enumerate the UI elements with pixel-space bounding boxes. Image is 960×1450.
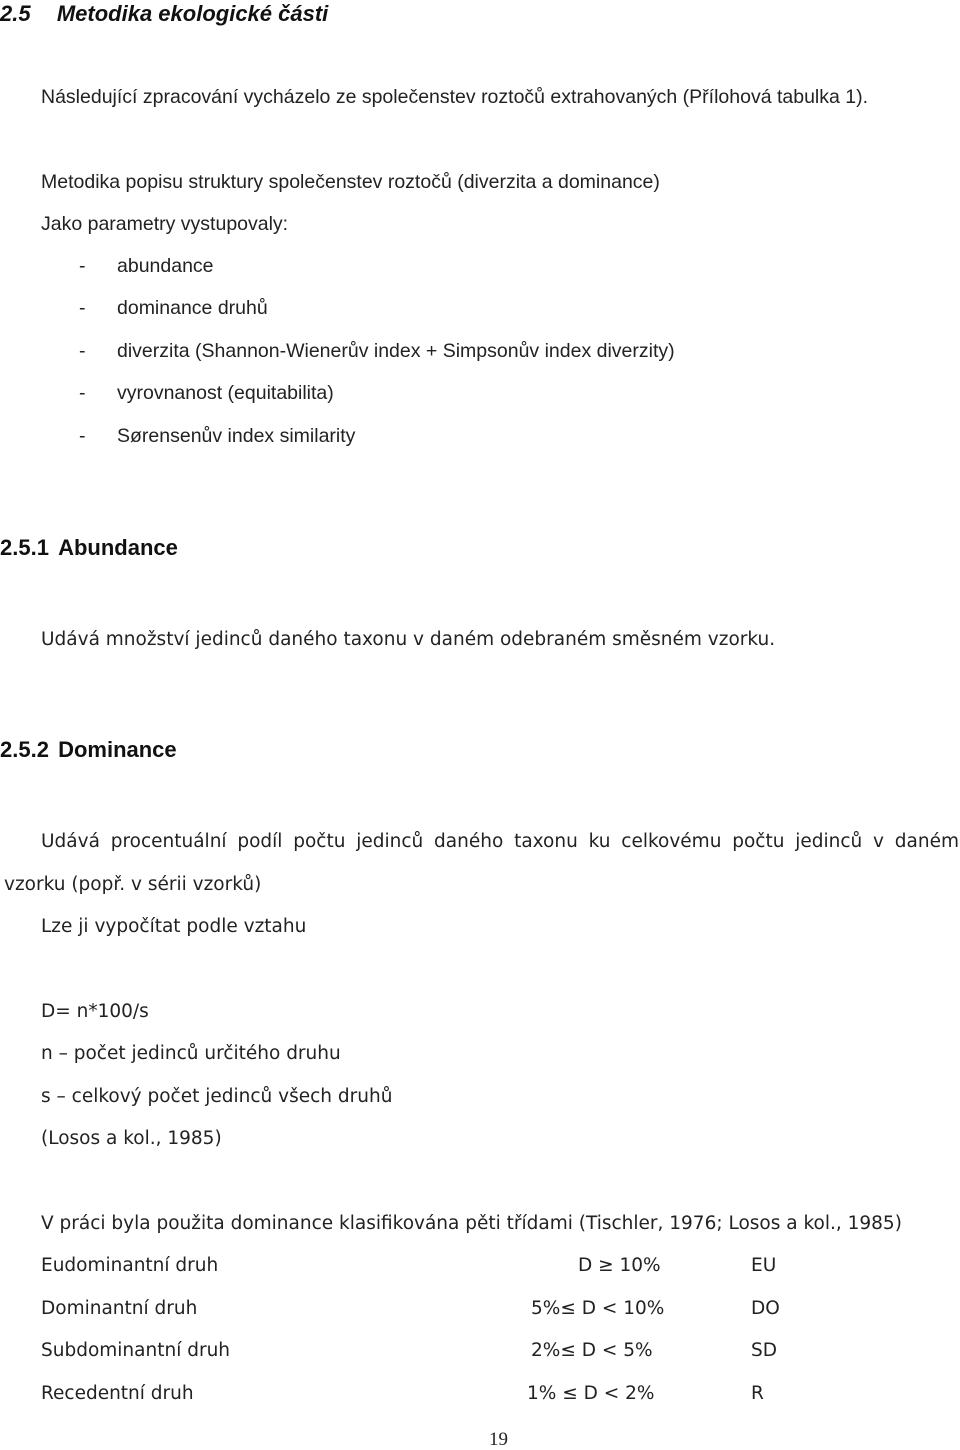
class-code: DO [751,1298,780,1319]
dominance-formula: D= n*100/s [41,1001,149,1022]
class-code: SD [751,1340,777,1361]
section-heading-title: Metodika ekologické části [56,1,329,26]
parameter-item [79,384,779,406]
section-heading-number: 2.5 [0,1,31,26]
class-name: Recedentní druh [41,1383,194,1404]
subsection-title: Abundance [58,535,178,560]
dominance-text-line-2: vzorku (popř. v sérii vzorků) [4,874,262,895]
subsection-heading-dominance [0,739,177,761]
parameter-label: vyrovnanost (equitabilita) [117,382,334,404]
citation: (Losos a kol., 1985) [41,1128,222,1149]
classification-intro: V práci byla použita dominance klasifikována pěti třídami (Tischler, 1976; Losos a kol., 1985) [41,1213,902,1234]
bullet-dash: - [79,297,86,319]
bullet-dash: - [79,425,86,447]
parameter-label: Sørensenův index similarity [117,425,356,447]
parameter-label: diverzita (Shannon-Wienerův index + Simpsonův index diverzity) [117,340,675,362]
class-range: 5%≤ D < 10% [531,1298,665,1319]
formula-definition-n: n – počet jedinců určitého druhu [41,1043,341,1064]
formula-intro: Lze ji vypočítat podle vztahu [41,916,307,937]
parameter-label: dominance druhů [117,297,268,319]
intro-line-2: Metodika popisu struktury společenstev roztočů (diverzita a dominance) [41,171,660,193]
bullet-dash: - [79,382,86,404]
intro-line-3: Jako parametry vystupovaly: [41,213,289,235]
class-name: Subdominantní druh [41,1340,231,1361]
abundance-text: Udává množství jedinců daného taxonu v daném odebraném směsném vzorku. [41,629,776,650]
subsection-heading-abundance [0,537,178,559]
parameter-item [79,299,779,321]
class-name: Eudominantní druh [41,1255,219,1276]
subsection-title: Dominance [58,737,177,762]
class-name: Dominantní druh [41,1298,198,1319]
class-range: 2%≤ D < 5% [531,1340,653,1361]
intro-line-1: Následující zpracování vycházelo ze společenstev roztočů extrahovaných (Přílohová tabulka 1). [41,86,869,108]
parameter-item [79,427,779,449]
parameter-item [79,342,779,364]
section-heading [0,3,328,25]
bullet-dash: - [79,340,86,362]
formula-definition-s: s – celkový počet jedinců všech druhů [41,1086,393,1107]
bullet-dash: - [79,255,86,277]
page-number: 19 [489,1429,508,1450]
class-range: 1% ≤ D < 2% [527,1383,655,1404]
subsection-number: 2.5.2 [0,737,49,762]
subsection-number: 2.5.1 [0,535,49,560]
class-code: EU [751,1255,777,1276]
class-range: D ≥ 10% [578,1255,661,1276]
parameter-label: abundance [117,255,214,277]
class-code: R [751,1383,764,1404]
dominance-text-line-1: Udává procentuální podíl počtu jedinců daného taxonu ku celkovému počtu jedinců v daném [41,831,959,852]
parameter-item [79,257,779,279]
